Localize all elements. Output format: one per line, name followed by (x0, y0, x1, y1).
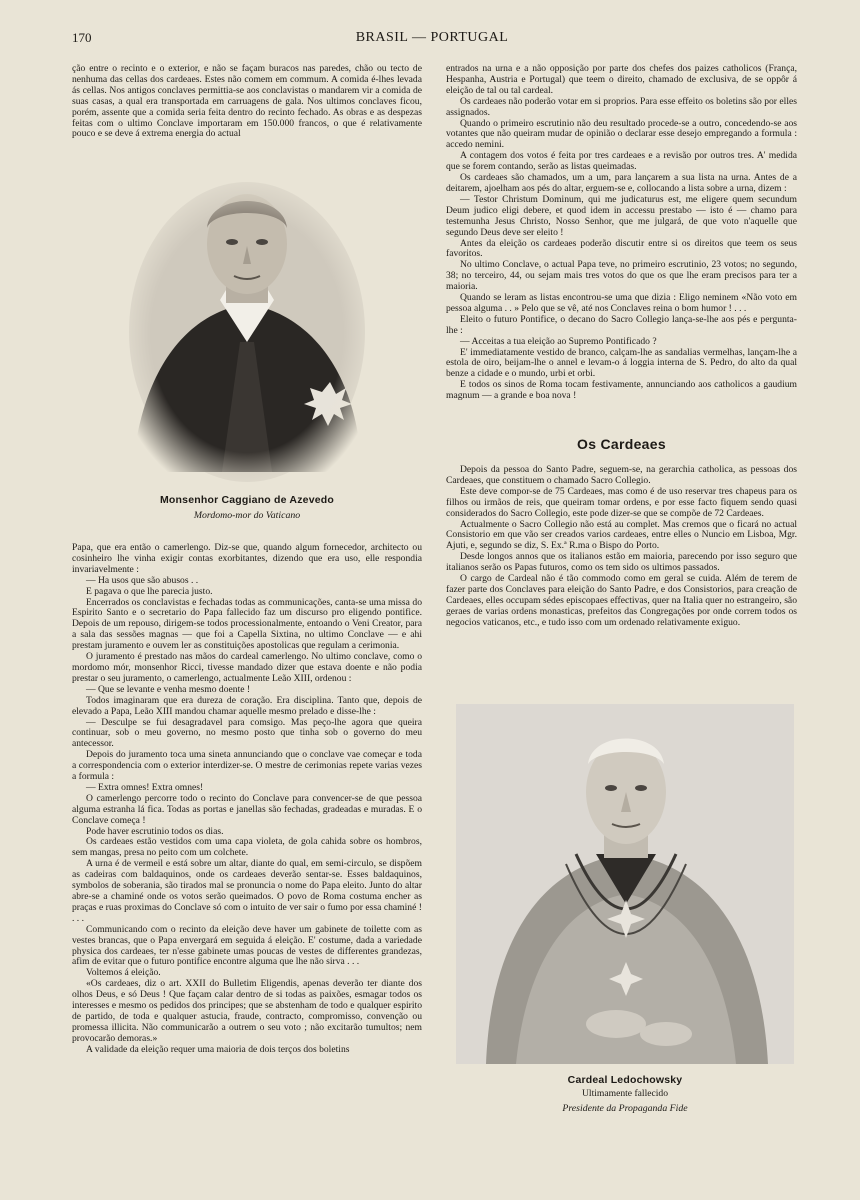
paragraph: entrados na urna e a não opposição por parte dos chefes dos paizes catholicos (França, Hespanha, Austria e Portugal) que teem o direito, chamado de exclusiva, de se oppôr á eleição de tal ou tal cardeal. (446, 63, 797, 96)
paragraph: — Ha usos que são abusos . . (86, 574, 199, 586)
portrait-monsenhor-caggiano (122, 172, 372, 482)
running-title: BRASIL — PORTUGAL (355, 30, 509, 45)
right-column-top (446, 64, 797, 402)
paragraph: — Acceitas a tua eleição ao Supremo Pontificado ? (460, 335, 657, 347)
paragraph: A validade da eleição requer uma maioria de dois terços dos boletins (86, 1043, 350, 1055)
paragraph: Eleito o futuro Pontifice, o decano do Sacro Collegio lança-se-lhe aos pés e pergunta-lhe : (446, 313, 797, 336)
paragraph: O camerlengo percorre todo o recinto do Conclave para convencer-se de que pessoa alguma estranha lá fica. Todas as portas e janellas são fechadas, gradeadas e muradas. E o Conclave começa ! (72, 792, 422, 826)
caption-portrait-1 (72, 494, 422, 521)
caption-subtitle: Ultimamente fallecido (581, 1088, 669, 1099)
paragraph: Depois da pessoa do Santo Padre, seguem-se, na gerarchia catholica, as pessoas dos Cardeaes, que constituem o chamado Sacro Collegio. (446, 464, 797, 486)
paragraph: Os cardeaes estão vestidos com uma capa violeta, de gola cahida sobre os hombros, sem mangas, presa no peito com um colchete. (72, 836, 422, 859)
caption-role: Mordomo-mor do Vaticano (193, 510, 301, 521)
paragraph: — Extra omnes! Extra omnes! (86, 781, 204, 793)
paragraph: Papa, que era então o camerlengo. Diz-se que, quando algum fornecedor, architecto ou cosinheiro lhe vinha exigir contas exorbitantes, dizendo que era uso, elle respondia invariavelmente : (72, 542, 422, 575)
paragraph: A contagem dos votos é feita por tres cardeaes e a revisão por outros tres. A' medida que se forem contando, serão as listas queimadas. (446, 150, 797, 173)
caption-name: Cardeal Ledochowsky (567, 1074, 683, 1086)
paragraph: E todos os sinos de Roma tocam festivamente, annunciando aos catholicos a gaudium magnum — a grande e boa nova ! (446, 379, 797, 402)
paragraph: No ultimo Conclave, o actual Papa teve, no primeiro escrutinio, 23 votos; no segundo, 38; no terceiro, 44, ou sejam mais tres votos do que os que lhe eram precisos para ter a maioria. (446, 259, 797, 293)
paragraph: Actualmente o Sacro Collegio não está au complet. Mas cremos que o ficará no actual Consistorio em que vão ser creados varios cardeaes, entre elles o Nuncio em Lisboa, Mgr. Ajuti, e, segundo se diz, S. Ex.ª R.ma o Bispo do Porto. (446, 518, 797, 552)
paragraph: — Testor Christum Dominum, qui me judicaturus est, me eligere quem secundum Deum judico eligi debere, et quod idem in accessu prestabo — isto é — chamo para testemunha Jesus Christo, Nosso Senhor, que me julgará, de que voto n'aquelle que segundo Deus deve ser eleito ! (446, 193, 797, 238)
paragraph: E' immediatamente vestido de branco, calçam-lhe as sandalias vermelhas, lançam-lhe a estola de oiro, beijam-lhe o annel e levam-o á loggia interna de S. Pedro, do alto da qual benze a cidade e o mundo, urbi et orbi. (446, 346, 797, 380)
paragraph: E pagava o que lhe parecia justo. (86, 585, 213, 597)
portrait-cardeal-ledochowsky (456, 704, 794, 1064)
right-column-middle (446, 465, 797, 629)
paragraph: «Os cardeaes, diz o art. XXII do Bulletim Eligendis, apenas deverão ter diante dos olhos Deus, e só Deus ! Que façam calar dentro de si todas as paixões, esmagar todos os interesses e mesmo os pedidos dos principes; que se abstenham de todo e qualquer espirito de partido, de toda e qualquer astucia, fraude, contracto, compromisso, convenção ou promessa illicita. Não communicarão a outrem o seu voto ; não excitarão tumultos; nem provocarão demoras.» (72, 978, 422, 1044)
paragraph: ção entre o recinto e o exterior, e não se façam buracos nas paredes, chão ou tecto de nenhuma das cellas dos cardeaes. Estes não comem em commum. A comida é-lhes levada ás cellas. Nos antigos conclaves permittia-se aos conclavistas o mandarem vir a comida de suas casas, a qual era transportada em carruagens de gala. Nos ultimos conclaves ficou, porém, assente que a comida seria feita dentro do recinto fechado. As obras e as despezas feitas com o ultimo Conclave importaram em 150.000 francos, o que é relativamente pouco e se deve á extrema energia do actual (72, 63, 422, 140)
paragraph: Este deve compor-se de 75 Cardeaes, mas como é de uso reservar tres chapeus para os filhos ou irmãos de reis, que queiram tomar ordens, e por esse facto fiquem sendo quasi considerados do Sacro Collegio, este pode dizer-se que se compõe de 72 Cardeaes. (446, 485, 797, 519)
paragraph: Quando se leram as listas encontrou-se uma que dizia : Eligo neminem «Não voto em pessoa alguma . . » Pelo que se vê, até nos Conclaves reina o bom humor ! . . . (446, 292, 797, 314)
paragraph: O juramento é prestado nas mãos do cardeal camerlengo. No ultimo conclave, como o mordomo mór, monsenhor Ricci, tivesse mandado dizer que estava doente e não podia prestar o seu juramento, o camerlengo, actualmente Leão XIII, ordenou : (72, 651, 422, 684)
page-header (72, 30, 792, 50)
caption-name: Monsenhor Caggiano de Azevedo (159, 494, 334, 506)
paragraph: Os cardeaes não poderão votar em si proprios. Para esse effeito os boletins são por elles assignados. (446, 95, 797, 118)
paragraph: Desde longos annos que os italianos estão em maioria, parecendo por isso seguro que italianos serão os Papas futuros, como os tem sido os ultimos passados. (446, 551, 797, 574)
paragraph: Encerrados os conclavistas e fechadas todas as communicações, canta-se uma missa do Espirito Santo e o secretario do Papa fallecido faz um discurso pro eligendo pontifice. Depois de um repouso, dirigem-se todos processionalmente, entoando o Veni Creator, para a sala das sessões magnas — que foi a Capella Sixtina, no ultimo Conclave — e ahi prestam juramento e ouvem ler as constituições apostolicas que regulam a cerimonia. (72, 596, 422, 652)
paragraph: Os cardeaes são chamados, um a um, para lançarem a sua lista na urna. Antes de a deitarem, ajoelham aos pés do altar, erguem-se e, collocando a lista sobre a urna, dizem : (446, 172, 797, 194)
paragraph: — Que se levante e venha mesmo doente ! (86, 683, 251, 695)
paragraph: Voltemos á eleição. (86, 967, 161, 979)
left-column-top (72, 64, 422, 140)
paragraph: Quando o primeiro escrutinio não deu resultado procede-se a outro, concedendo-se aos votantes que não queiram mudar de opinião o declarar esse desejo empregando a formula : accedo nemini. (446, 117, 797, 151)
page-number: 170 (72, 30, 92, 45)
paragraph: Todos imaginaram que era dureza de coração. Era disciplina. Tanto que, depois de elevado a Papa, Leão XIII mandou chamar aquelle mesmo prelado e disse-lhe : (72, 694, 422, 717)
caption-portrait-2 (456, 1074, 794, 1114)
caption-role: Presidente da Propaganda Fide (562, 1103, 688, 1114)
paragraph: Communicando com o recinto da eleição deve haver um gabinete de toilette com as vestes brancas, que o Papa envergará em seguida á eleição. E' costume, dada a variedade physica dos cardeaes, ter n'esse gabinete umas poucas de vestes de differentes grandezas, afim de evitar que o futuro pontifice encontre alguma que lhe não sirva . . . (72, 923, 422, 968)
paragraph: Antes da eleição os cardeaes poderão discutir entre si os direitos que teem os seus favoritos. (446, 237, 797, 260)
paragraph: Depois do juramento toca uma sineta annunciando que o conclave vae começar e toda a correspondencia com o exterior interdizer-se. O mestre de cerimonias repete varias vezes a formula : (72, 749, 422, 783)
section-heading: Os Cardeaes (577, 436, 666, 452)
paragraph: A urna é de vermeil e está sobre um altar, diante do qual, em semi-circulo, se dispõem as cadeiras com baldaquinos, onde os cardeaes deverão sentar-se. Esses baldaquinos, symbolos de soberania, são tirados mal se pronuncia o nome do Papa eleito. Junto do altar abre-se a chaminé onde os votos serão queimados. O povo de Roma costuma encher as praças e ruas proximas do Conclave só com o intuito de ver sair o fumo por essa chaminé ! . . . (72, 858, 422, 924)
left-column-bottom (72, 543, 422, 1056)
paragraph: O cargo de Cardeal não é tão commodo como em geral se cuida. Além de terem de fazer parte dos Conclaves para eleição do Santo Padre, e dos Consistorios, para creação de Cardeaes, elles occupam sédes episcopaes effectivas, quer na Italia quer no estrangeiro, são geraes de varias ordens monasticas, prefeitos das Congregações por onde correm todos os negocios vaticanos, etc., e tudo isso com um ordenado relativamente exiguo. (446, 573, 797, 628)
paragraph: — Desculpe se fui desagradavel para comsigo. Mas peço-lhe agora que queira continuar, sob o meu governo, no mesmo posto que tinha sob o governo do meu antecessor. (72, 716, 422, 750)
paragraph: Pode haver escrutinio todos os dias. (86, 825, 224, 837)
